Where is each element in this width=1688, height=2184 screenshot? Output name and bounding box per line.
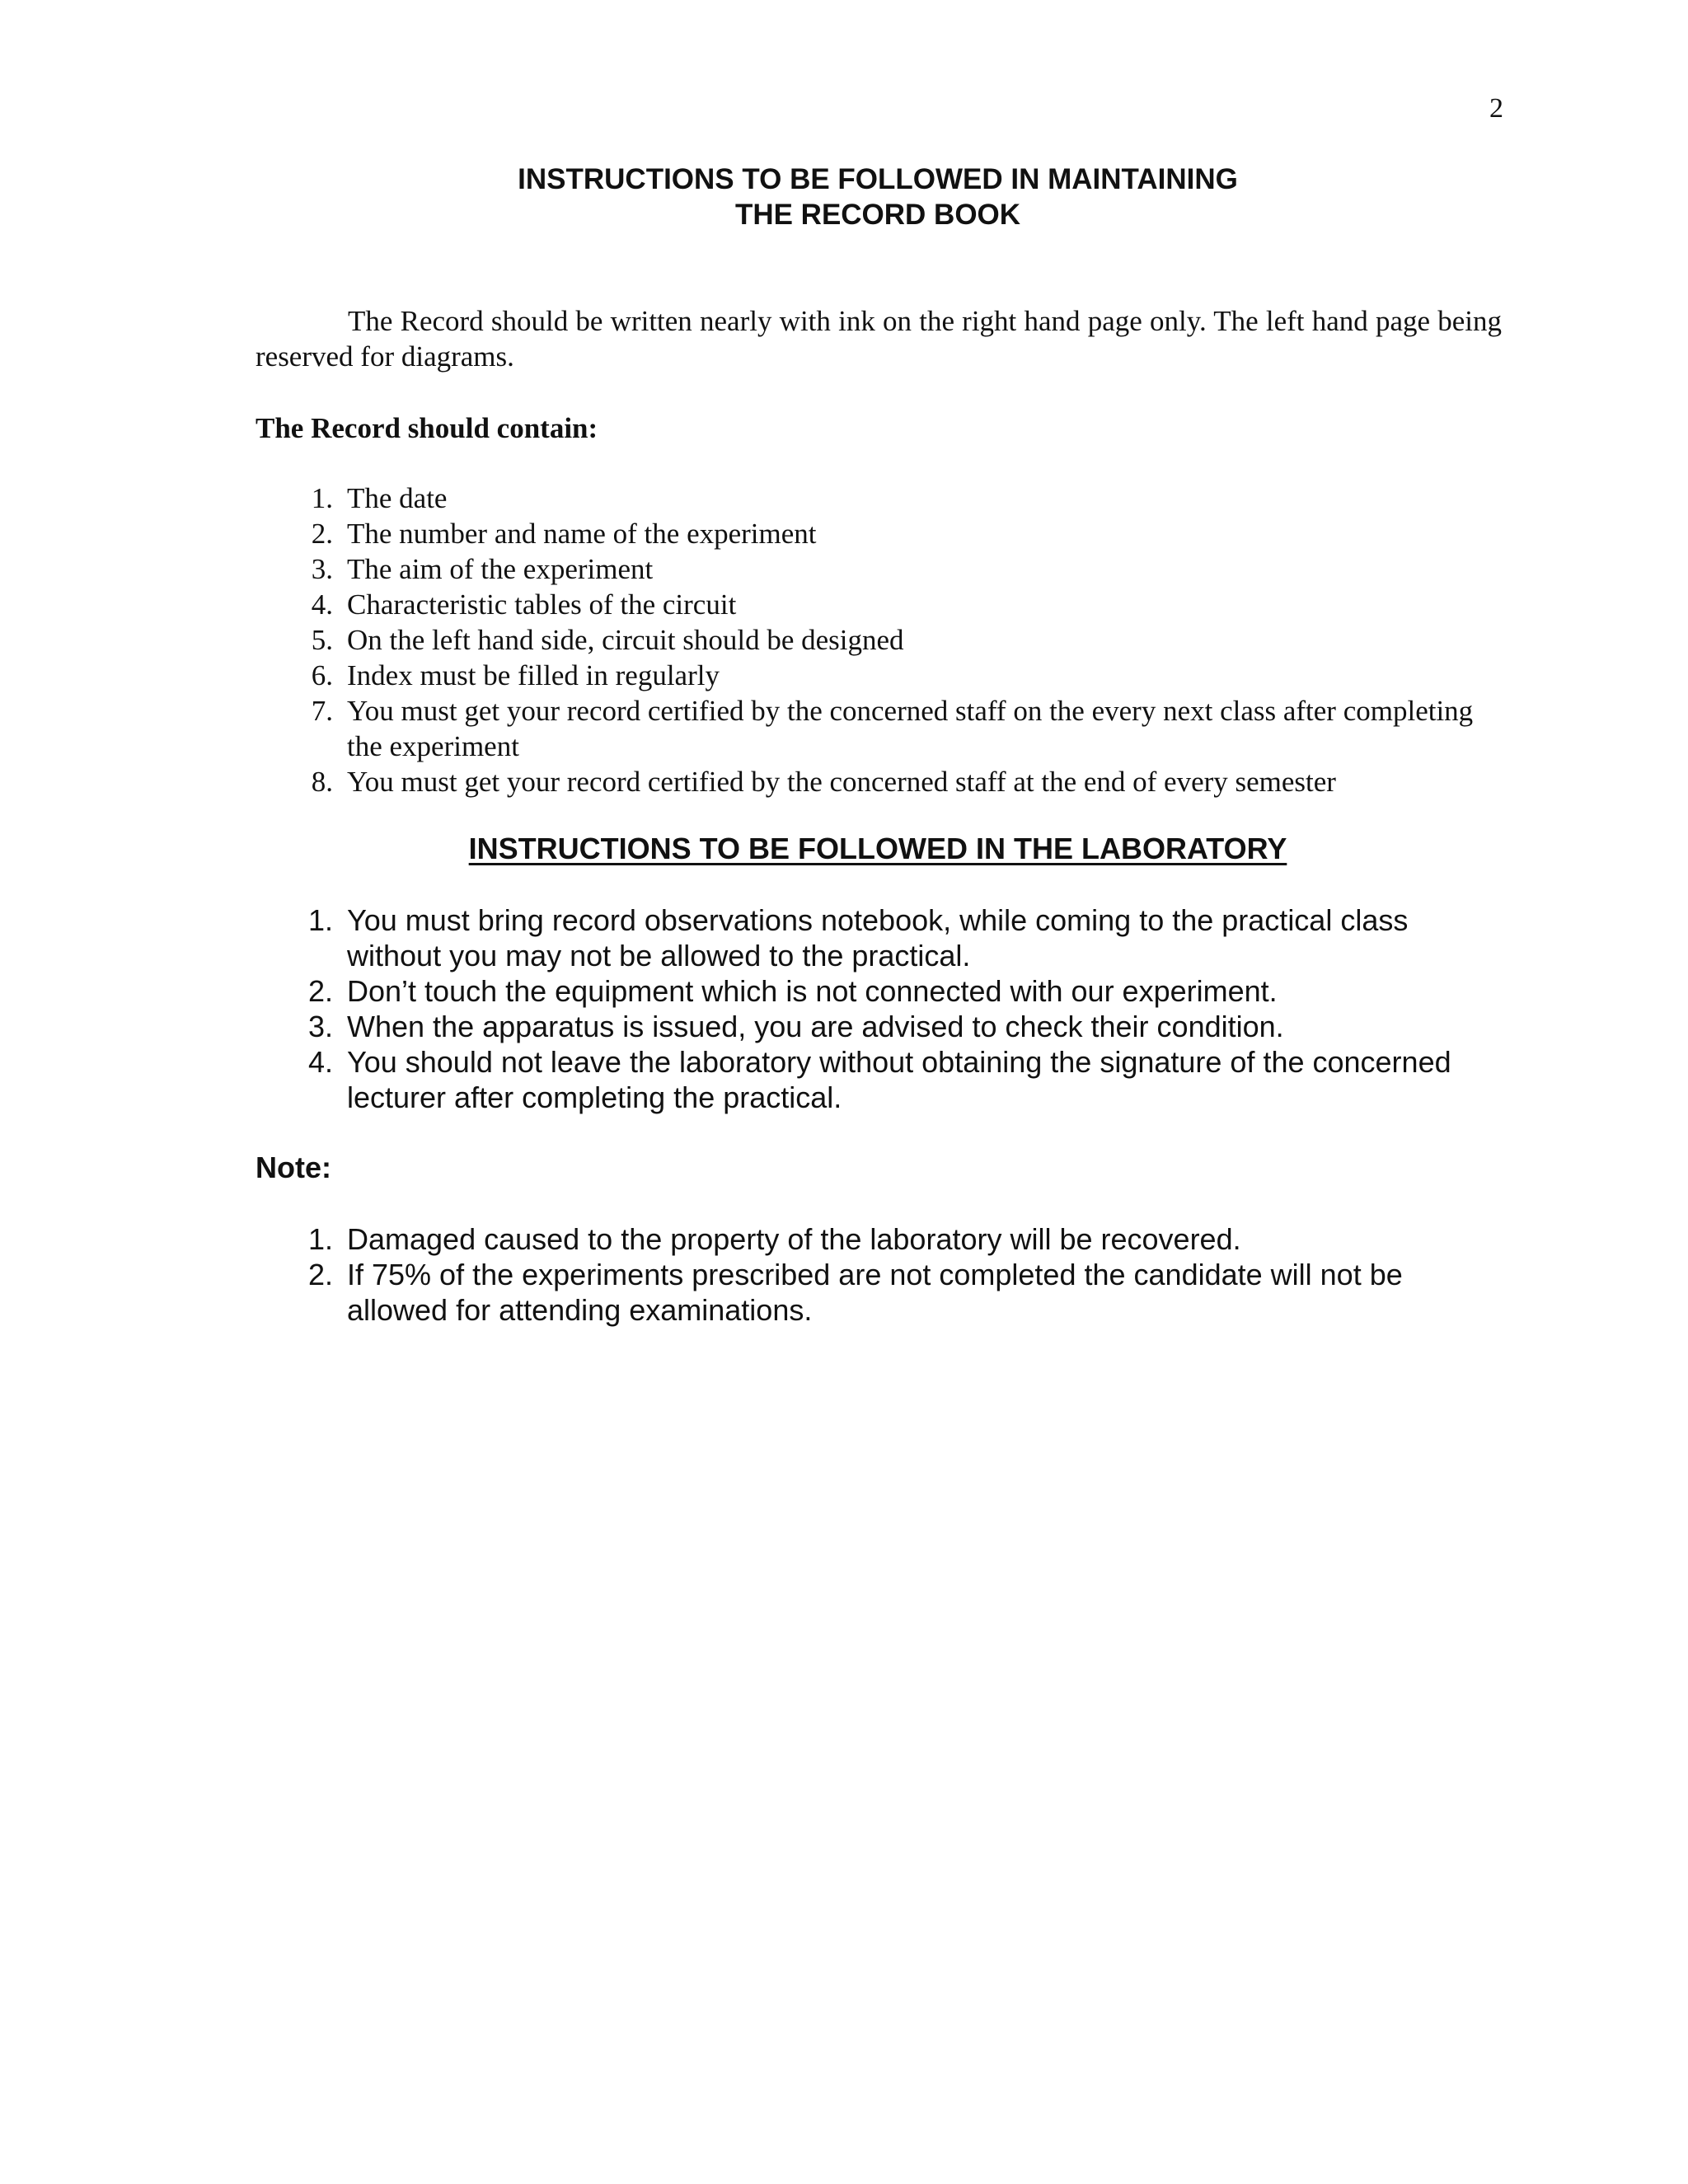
record-contents-list (256, 480, 1502, 799)
list-item: 7. You must get your record certified by the concerned staff on the every next class after completing the experiment (311, 695, 1474, 762)
list-item: 3. When the apparatus is issued, you are advised to check their condition. (307, 1010, 1284, 1043)
list-item: 1. The date (311, 482, 448, 514)
lab-instructions-heading: INSTRUCTIONS TO BE FOLLOWED IN THE LABORATORY (468, 832, 1287, 865)
intro-paragraph: The Record should be written nearly with ink on the right hand page only. The left hand page being reserved for diagrams. (256, 305, 1502, 373)
note-label: Note: (256, 1151, 331, 1184)
record-book-title (0, 162, 1688, 232)
record-book-title-line-1: INSTRUCTIONS TO BE FOLLOWED IN MAINTAINING (518, 163, 1238, 195)
list-item: 5. On the left hand side, circuit should be designed (311, 624, 904, 656)
list-item: 2. The number and name of the experiment (311, 518, 817, 550)
record-book-title-line-2: THE RECORD BOOK (734, 199, 1021, 231)
list-item: 6. Index must be filled in regularly (311, 659, 720, 691)
list-item: 2. If 75% of the experiments prescribed are not completed the candidate will not be allowed for attending examinations. (307, 1258, 1403, 1327)
note-list (256, 1221, 1502, 1328)
list-item: 8. You must get your record certified by the concerned staff at the end of every semester (311, 766, 1336, 798)
list-item: 4. You should not leave the laboratory without obtaining the signature of the concerned lecturer after completing the practical. (307, 1045, 1451, 1114)
list-item: 2. Don’t touch the equipment which is not connected with our experiment. (307, 974, 1278, 1008)
list-item: 3. The aim of the experiment (311, 553, 654, 585)
page-number: 2 (1489, 93, 1503, 124)
list-item: 1. You must bring record observations notebook, while coming to the practical class without you may not be allowed to the practical. (307, 903, 1409, 972)
list-item: 1. Damaged caused to the property of the laboratory will be recovered. (307, 1222, 1241, 1256)
lab-instructions-list (256, 902, 1502, 1115)
list-item: 4. Characteristic tables of the circuit (311, 588, 737, 621)
record-contents-label: The Record should contain: (256, 412, 598, 444)
